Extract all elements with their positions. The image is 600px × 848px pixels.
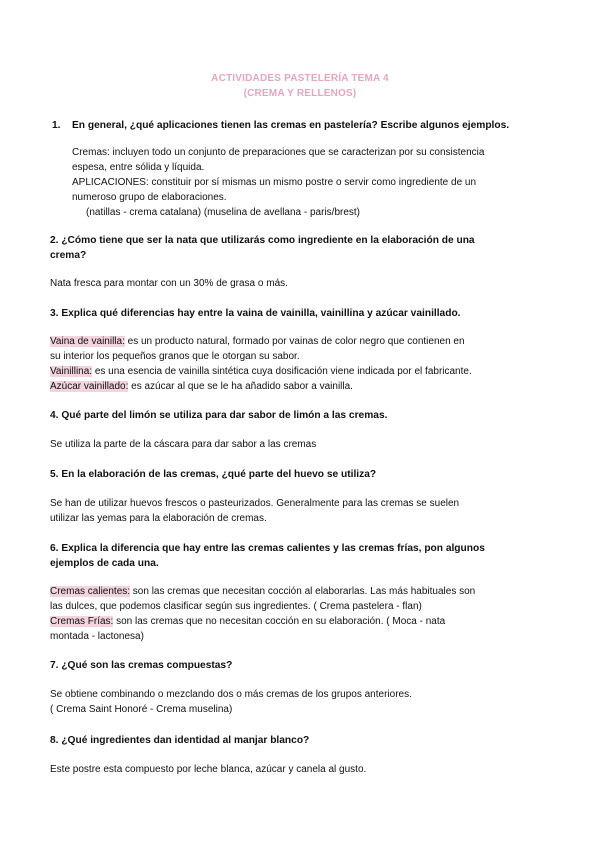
- answer-7-line-2: ( Crema Saint Honoré - Crema muselina): [50, 704, 233, 715]
- answer-5-line-1: Se han de utilizar huevos frescos o pasteurizados. Generalmente para las cremas se suelen: [50, 498, 460, 509]
- answer-1-line-4: numeroso grupo de elaboraciones.: [72, 192, 227, 203]
- answer-6-line-2: las dulces, que podemos clasificar según sus ingredientes. ( Crema pastelera - flan): [50, 601, 422, 612]
- answer-3-line-1: Vaina de vainilla: es un producto natural, formado por vainas de color negro que contienen en: [50, 336, 465, 347]
- answer-1-examples: (natillas - crema catalana) (muselina de avellana - paris/brest): [86, 207, 361, 218]
- answer-6-line-3: Cremas Frías: son las cremas que no necesitan cocción en su elaboración. ( Moca - nata: [50, 616, 446, 627]
- term-cremas-frias: Cremas Frías:: [50, 616, 114, 627]
- document-subtitle: (CREMA Y RELLENOS): [243, 88, 357, 99]
- question-1-number: 1.: [52, 120, 61, 131]
- question-6-line-1: 6. Explica la diferencia que hay entre las cremas calientes y las cremas frías, pon algunos: [50, 543, 485, 554]
- answer-4: Se utiliza la parte de la cáscara para dar sabor a las cremas: [50, 439, 317, 450]
- question-1: En general, ¿qué aplicaciones tienen las cremas en pastelería? Escribe algunos ejemplos.: [72, 120, 510, 131]
- question-2-line-1: 2. ¿Cómo tiene que ser la nata que utilizarás como ingrediente en la elaboración de una: [50, 235, 475, 246]
- answer-3-line-3: Vainillina: es una esencia de vainilla sintética cuya dosificación viene indicada por el fabricante.: [50, 366, 472, 377]
- answer-7-line-1: Se obtiene combinando o mezclando dos o más cremas de los grupos anteriores.: [50, 689, 412, 700]
- question-3: 3. Explica qué diferencias hay entre la vaina de vainilla, vainillina y azúcar vainillado.: [50, 308, 461, 319]
- answer-2: Nata fresca para montar con un 30% de grasa o más.: [50, 278, 288, 289]
- term-vaina-de-vainilla: Vaina de vainilla:: [50, 336, 125, 347]
- question-4: 4. Qué parte del limón se utiliza para dar sabor de limón a las cremas.: [50, 410, 388, 421]
- answer-8: Este postre esta compuesto por leche blanca, azúcar y canela al gusto.: [50, 764, 367, 775]
- term-cremas-calientes: Cremas calientes:: [50, 586, 131, 597]
- question-5: 5. En la elaboración de las cremas, ¿qué parte del huevo se utiliza?: [50, 469, 377, 480]
- answer-6-line-1: Cremas calientes: son las cremas que necesitan cocción al elaborarlas. Las más habituales son: [50, 586, 476, 597]
- question-7: 7. ¿Qué son las cremas compuestas?: [50, 660, 233, 671]
- answer-6-line-4: montada - lactonesa): [50, 631, 144, 642]
- answer-1-line-2: espesa, entre sólida y líquida.: [72, 162, 205, 173]
- question-2-line-2: crema?: [50, 250, 87, 261]
- document-title: ACTIVIDADES PASTELERÍA TEMA 4: [211, 73, 389, 84]
- question-8: 8. ¿Qué ingredientes dan identidad al manjar blanco?: [50, 735, 310, 746]
- answer-1-line-3: APLICACIONES: constituir por sí mismas un mismo postre o servir como ingrediente de un: [72, 177, 477, 188]
- term-azucar-vainillado: Azúcar vainillado:: [50, 381, 129, 392]
- answer-3-line-4: Azúcar vainillado: es azúcar al que se le ha añadido sabor a vainilla.: [50, 381, 353, 392]
- answer-1-line-1: Cremas: incluyen todo un conjunto de preparaciones que se caracterizan por su consistencia: [72, 147, 485, 158]
- answer-3-line-2: su interior los pequeños granos que le otorgan su sabor.: [50, 351, 300, 362]
- question-6-line-2: ejemplos de cada una.: [50, 558, 159, 569]
- answer-5-line-2: utilizar las yemas para la elaboración de cremas.: [50, 513, 267, 524]
- term-vainillina: Vainillina:: [50, 366, 93, 377]
